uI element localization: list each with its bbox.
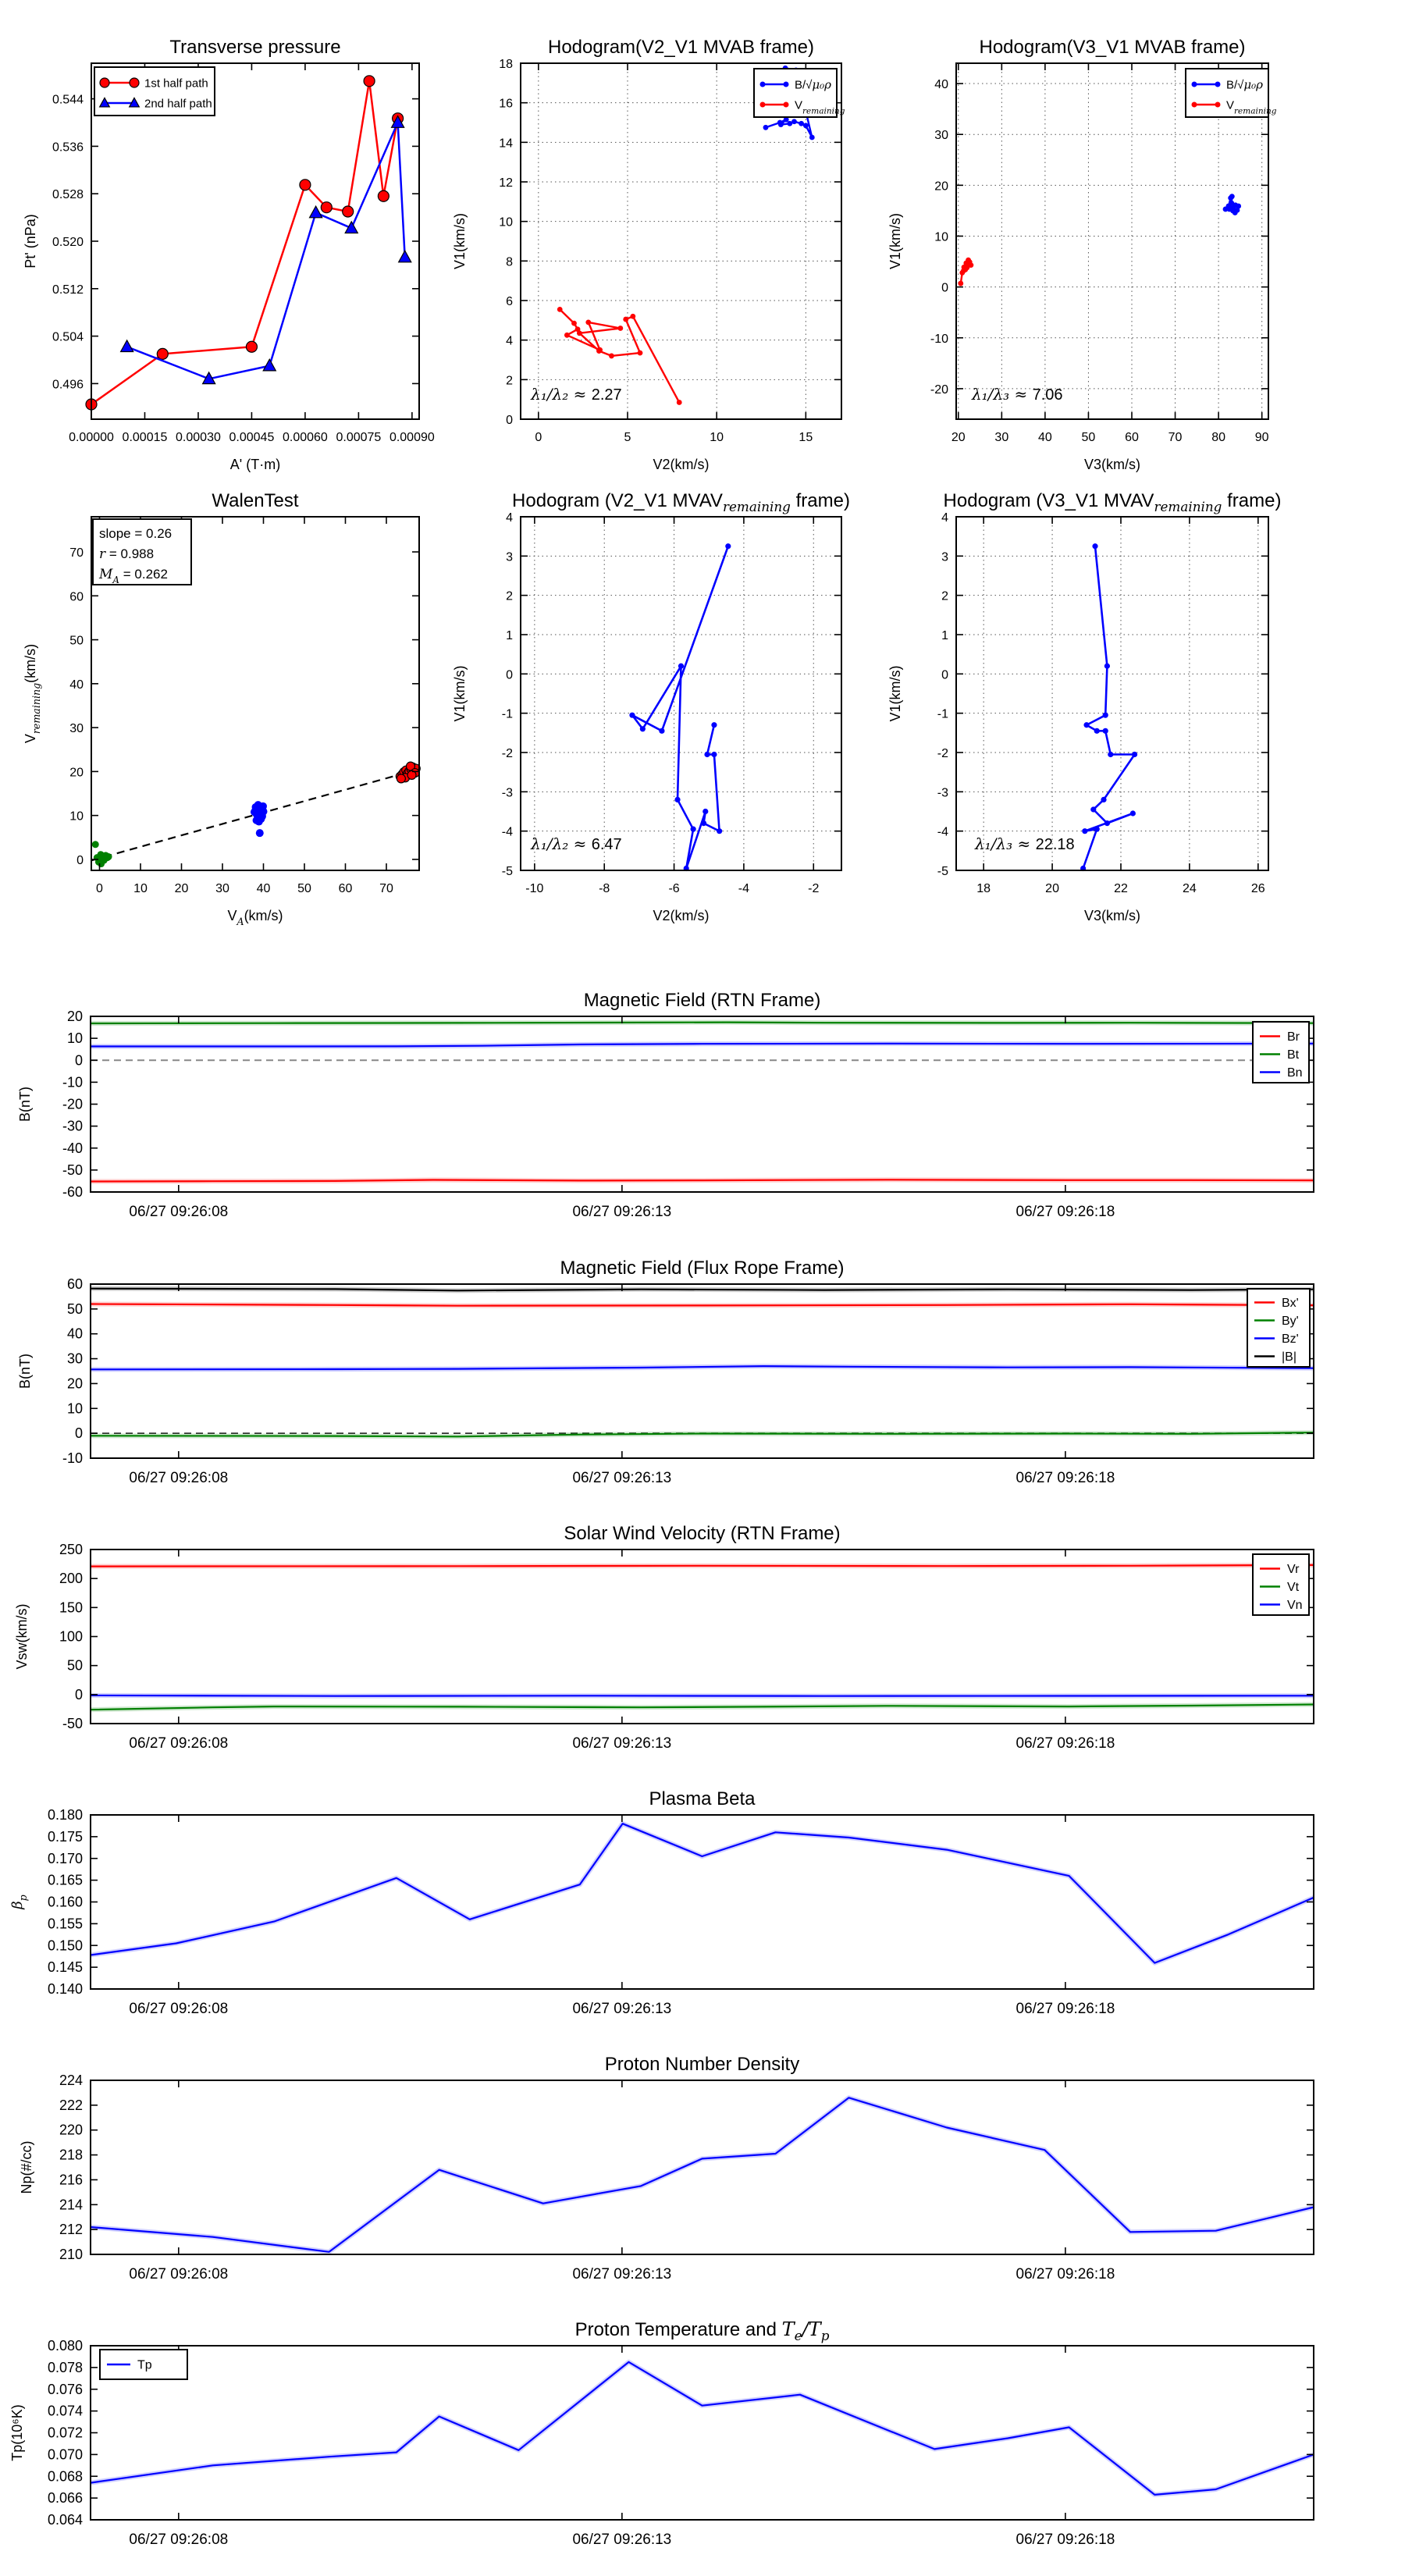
y-tick-label: -4 [937,825,948,839]
legend-label: Bt [1287,1048,1300,1062]
y-tick-label: 150 [59,1599,83,1616]
y-tick-label: 0.180 [47,1807,83,1823]
proton-temperature-spines [91,2346,1314,2520]
proton-number-density-ylabel: Np(#/cc) [19,2140,34,2194]
y-tick-label: 20 [66,1009,83,1024]
y-tick-label: 0.175 [47,1828,83,1845]
y-tick-label: 1 [941,629,948,642]
walen-test-xlabel: $V_A(km/s)$ [227,908,283,927]
hodogram-v2v1-mvab-annotation: λ₁/λ₂ ≈ 2.27 [531,384,622,404]
y-tick-label: 20 [66,1375,83,1392]
x-tick-label: 0.00060 [282,431,328,444]
y-tick-label: 0 [74,1425,83,1442]
y-tick-label: -4 [501,825,513,839]
transverse-pressure-ylabel: Pt' (nPa) [23,214,38,269]
y-tick-label: -40 [62,1140,83,1156]
x-tick-label: 06/27 09:26:13 [572,2001,672,2017]
y-tick-label: 30 [934,129,948,143]
beta-halo [91,1823,1314,1962]
y-tick-label: 0.544 [52,93,84,107]
y-tick-label: -20 [62,1096,83,1112]
x-tick-label: 18 [976,882,991,895]
y-tick-label: 0.140 [47,1981,83,1997]
hodogram-v2v1-mvab-xlabel: V2(km/s) [653,457,710,472]
x-tick-label: 06/27 09:26:08 [129,2001,229,2017]
y-tick-label: 0.068 [47,2468,83,2485]
y-tick-label: 0 [74,1686,83,1703]
y-tick-label: 0.080 [47,2338,83,2354]
proton-number-density [19,2054,1314,2282]
y-tick-label: 50 [69,634,84,648]
y-tick-label: 0.496 [52,378,84,392]
hodogram-v3v1-mvab-annotation: λ₁/λ₃ ≈ 7.06 [972,384,1063,404]
y-tick-label: 4 [506,511,513,525]
x-tick-label: -10 [525,882,544,895]
plasma-beta-title: Plasma Beta [649,1788,756,1809]
y-tick-label: 0.066 [47,2490,83,2507]
x-tick-label: 06/27 09:26:18 [1016,1204,1115,1220]
x-tick-label: 20 [1045,882,1059,895]
x-tick-label: 40 [1037,431,1052,444]
x-tick-label: 90 [1254,431,1269,444]
y-tick-label: -20 [930,382,948,397]
magnetic-field-rtn [17,990,1314,1220]
x-tick-label: 40 [256,882,271,895]
x-tick-label: 20 [951,431,966,444]
y-tick-label: 20 [69,766,84,780]
y-tick-label: 2 [941,589,948,603]
hodogram-v3v1-mvav-ylabel: V1(km/s) [887,665,903,722]
x-tick-label: 06/27 09:26:18 [1016,2532,1115,2548]
transverse-pressure [23,37,435,472]
x-tick-label: 06/27 09:26:18 [1016,1735,1115,1752]
y-tick-label: 0.150 [47,1937,83,1954]
y-tick-label: 30 [69,722,84,736]
x-tick-label: -8 [599,882,610,895]
y-tick-label: 50 [66,1300,83,1317]
y-tick-label: 10 [69,809,84,824]
beta-line [91,1823,1314,1962]
y-tick-label: -1 [501,707,513,721]
walen-test-ylabel: $V_{remaining}(km/s)$ [23,643,42,744]
y-tick-label: 210 [59,2247,83,2262]
legend-label: Br [1287,1030,1300,1044]
proton-number-density-title: Proton Number Density [604,2054,800,2075]
y-tick-label: 0.155 [47,1916,83,1932]
x-tick-label: 0.00015 [122,431,168,444]
y-tick-label: 250 [59,1542,83,1557]
legend-label: Vr [1287,1563,1300,1576]
x-tick-label: 06/27 09:26:18 [1016,2001,1115,2017]
y-tick-label: 40 [69,678,84,692]
hodogram-v3v1-mvav-spines [956,517,1268,870]
y-tick-label: -10 [62,1074,83,1091]
y-tick-label: 0.076 [47,2381,83,2397]
x-tick-label: 0.00075 [336,431,382,444]
legend-label: B/√μ₀ρ [795,77,831,92]
y-tick-label: 0 [506,668,513,682]
y-tick-label: 18 [499,58,513,71]
hodogram-v3v1-mvab [887,37,1277,472]
legend-label: $V_{remaining}$ [1226,98,1277,116]
y-tick-label: 0.064 [47,2512,83,2528]
x-tick-label: 50 [1081,431,1096,444]
x-tick-label: 10 [710,431,724,444]
magnetic-field-flux-rope-legend [1247,1289,1310,1367]
proton-temperature-title: Proton Temperature and $T_e/T_p$ [574,2318,830,2343]
y-tick-label: 10 [499,215,513,229]
y-tick-label: 0.160 [47,1894,83,1910]
y-tick-label: 0 [506,414,513,427]
hodogram-v3v1-mvav-title: Hodogram (V3_V1 $MVAV_{remaining}$ frame) [943,490,1282,514]
proton-number-density-spines [91,2080,1314,2254]
x-tick-label: 06/27 09:26:13 [572,2532,672,2548]
hodogram-v2v1-mvav-annotation: λ₁/λ₂ ≈ 6.47 [531,834,622,853]
x-tick-label: 0 [535,431,542,444]
y-tick-label: 220 [59,2122,83,2138]
legend-label: By' [1282,1315,1299,1328]
x-tick-label: 06/27 09:26:08 [129,2532,229,2548]
legend-label: Vn [1287,1599,1303,1612]
y-tick-label: 0 [74,1052,83,1069]
y-tick-label: 10 [66,1030,83,1047]
magnetic-field-flux-rope-title: Magnetic Field (Flux Rope Frame) [560,1258,845,1279]
legend-label: B/√μ₀ρ [1226,77,1263,92]
x-tick-label: 5 [624,431,631,444]
magnetic-field-rtn-title: Magnetic Field (RTN Frame) [583,990,821,1011]
solar-wind-velocity-title: Solar Wind Velocity (RTN Frame) [564,1523,841,1544]
y-tick-label: 218 [59,2147,83,2163]
x-tick-label: 70 [379,882,393,895]
y-tick-label: 0.165 [47,1872,83,1888]
transverse-pressure-spines [91,63,419,419]
Np-halo [91,2097,1314,2252]
plasma-beta [9,1788,1314,2017]
x-tick-label: 06/27 09:26:13 [572,2266,672,2282]
y-tick-label: 50 [66,1657,83,1674]
legend-label: 2nd half path [144,97,212,111]
y-tick-label: -1 [937,707,948,721]
y-tick-label: 0.528 [52,188,84,202]
plasma-beta-spines [91,1815,1314,1989]
y-tick-label: 8 [506,255,513,269]
y-tick-label: 100 [59,1628,83,1645]
x-tick-label: 15 [799,431,813,444]
y-tick-label: -5 [501,865,513,878]
stats-line: slope = 0.26 [99,526,173,541]
2nd half path-line [127,123,405,379]
y-tick-label: 0.504 [52,330,84,344]
y-tick-label: -50 [62,1716,83,1731]
y-tick-label: 2 [506,589,513,603]
y-tick-label: 212 [59,2222,83,2238]
x-tick-label: 30 [994,431,1009,444]
x-tick-label: 06/27 09:26:18 [1016,1470,1115,1486]
magnetic-field-flux-rope [17,1258,1314,1486]
x-tick-label: 06/27 09:26:08 [129,1735,229,1752]
transverse-pressure-title: Transverse pressure [169,37,341,58]
x-tick-label: 50 [297,882,311,895]
x-tick-label: 06/27 09:26:13 [572,1204,672,1220]
legend-label: Bx' [1282,1297,1299,1310]
x-tick-label: 60 [338,882,353,895]
y-tick-label: 214 [59,2197,83,2213]
hodogram-v2v1-mvav-xlabel: V2(km/s) [653,908,710,923]
1st half path-line [91,81,398,404]
Tp-line [91,2362,1314,2495]
x-tick-label: 06/27 09:26:18 [1016,2266,1115,2282]
x-tick-label: 0.00000 [69,431,114,444]
y-tick-label: 14 [499,137,513,151]
x-tick-label: 10 [133,882,148,895]
path-line [1083,546,1135,869]
hodogram-v2v1-mvav [452,490,850,923]
x-tick-label: 0 [96,882,103,895]
y-tick-label: 0.170 [47,1850,83,1866]
x-tick-label: 06/27 09:26:13 [572,1735,672,1752]
y-tick-label: 6 [506,295,513,308]
x-tick-label: 80 [1211,431,1226,444]
hodogram-v3v1-mvav [887,490,1281,923]
x-tick-label: 0.00030 [176,431,221,444]
y-tick-label: -3 [937,786,948,800]
y-tick-label: 2 [506,374,513,388]
legend-label: Bn [1287,1066,1303,1080]
legend-label: 1st half path [144,76,208,91]
y-tick-label: 4 [941,511,948,525]
legend-label: |B| [1282,1350,1297,1364]
transverse-pressure-xlabel: A' (T·m) [229,457,281,472]
solar-wind-velocity [14,1523,1314,1752]
legend-label: Vt [1287,1581,1300,1594]
y-tick-label: -60 [62,1184,83,1200]
y-tick-label: 0.072 [47,2425,83,2441]
hodogram-v3v1-mvav-xlabel: V3(km/s) [1084,908,1140,923]
x-tick-label: 70 [1168,431,1183,444]
x-tick-label: -4 [738,882,750,895]
y-tick-label: 224 [59,2073,83,2088]
hodogram-v2v1-mvav-ylabel: V1(km/s) [452,665,468,722]
x-tick-label: 24 [1183,882,1197,895]
hodogram-v3v1-mvab-ylabel: V1(km/s) [887,213,903,269]
y-tick-label: 20 [934,180,948,194]
hodogram-v2v1-mvab-ylabel: V1(km/s) [452,213,468,269]
y-tick-label: 40 [66,1325,83,1342]
x-tick-label: -6 [668,882,680,895]
y-tick-label: 0.078 [47,2359,83,2375]
y-tick-label: 12 [499,176,513,190]
plasma-beta-ylabel: $\beta_p$ [9,1895,29,1909]
walen-test-title: WalenTest [212,490,299,511]
y-tick-label: 200 [59,1571,83,1587]
y-tick-label: 0.145 [47,1959,83,1976]
y-tick-label: 60 [69,590,84,604]
y-tick-label: 16 [499,97,513,111]
y-tick-label: 0 [76,853,84,867]
proton-temperature [9,2318,1314,2548]
stats-line: $M_A = 0.262$ [99,567,168,585]
x-tick-label: 06/27 09:26:08 [129,1470,229,1486]
x-tick-label: 0.00090 [389,431,435,444]
y-tick-label: 4 [506,334,513,348]
stats-line: r = 0.988 [99,546,155,562]
hodogram-v2v1-mvav-title: Hodogram (V2_V1 $MVAV_{remaining}$ frame) [512,490,850,514]
y-tick-label: 0.070 [47,2446,83,2463]
proton-temperature-ylabel: Tp(10⁶K) [9,2404,25,2461]
y-tick-label: -10 [930,332,948,346]
y-tick-label: 0.536 [52,141,84,155]
x-tick-label: 30 [215,882,229,895]
y-tick-label: 10 [66,1400,83,1417]
magnetic-field-flux-rope-ylabel: B(nT) [17,1354,33,1389]
x-tick-label: 06/27 09:26:08 [129,1204,229,1220]
walen-test [23,490,420,927]
y-tick-label: -3 [501,786,513,800]
y-tick-label: 10 [934,230,948,244]
legend-label: $V_{remaining}$ [795,98,845,116]
y-tick-label: 70 [69,546,84,560]
y-tick-label: 0 [941,281,948,295]
legend-label: Bz' [1282,1332,1299,1346]
hodogram-v2v1-mvab [452,37,845,472]
hodogram-v3v1-mvab-xlabel: V3(km/s) [1084,457,1140,472]
Vn-line [91,1695,1314,1696]
y-tick-label: -2 [501,747,513,760]
y-tick-label: 30 [66,1350,83,1367]
x-tick-label: 20 [174,882,189,895]
hodogram-v2v1-mvab-title: Hodogram(V2_V1 MVAB frame) [547,37,815,58]
y-tick-label: 3 [941,550,948,564]
path-line [632,546,728,869]
y-tick-label: 216 [59,2172,83,2188]
y-tick-label: 0 [941,668,948,682]
x-tick-label: 0.00045 [229,431,275,444]
y-tick-label: -30 [62,1118,83,1134]
x-tick-label: 26 [1250,882,1265,895]
y-tick-label: 3 [506,550,513,564]
hodogram-v3v1-mvab-title: Hodogram(V3_V1 MVAB frame) [979,37,1246,58]
legend-label: Tp [137,2358,152,2372]
solar-wind-velocity-ylabel: Vsw(km/s) [14,1603,30,1670]
x-tick-label: 06/27 09:26:13 [572,1470,672,1486]
y-tick-label: 0.512 [52,283,84,297]
x-tick-label: 06/27 09:26:08 [129,2266,229,2282]
hodogram-v3v1-mvav-annotation: λ₁/λ₃ ≈ 22.18 [975,834,1075,853]
x-tick-label: 22 [1114,882,1128,895]
y-tick-label: -2 [937,747,948,760]
y-tick-label: 1 [506,629,513,642]
y-tick-label: 40 [934,78,948,92]
magnetic-field-rtn-ylabel: B(nT) [17,1087,33,1122]
y-tick-label: 0.074 [47,2403,83,2419]
y-tick-label: 60 [66,1276,83,1292]
x-tick-label: -2 [808,882,820,895]
x-tick-label: 60 [1125,431,1139,444]
y-tick-label: -50 [62,1162,83,1178]
y-tick-label: -10 [62,1450,83,1466]
y-tick-label: 0.520 [52,236,84,249]
y-tick-label: 222 [59,2097,83,2113]
y-tick-label: -5 [937,865,948,878]
